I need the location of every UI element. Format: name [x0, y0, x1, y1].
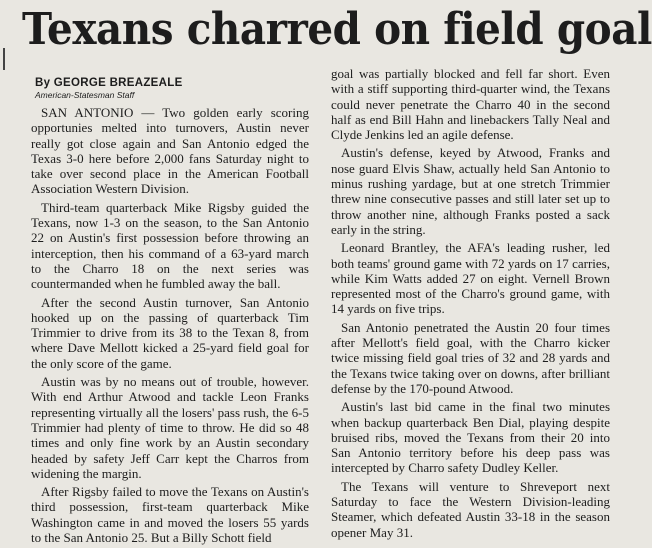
headline: Texans charred on field goal: [22, 4, 652, 55]
paragraph: Third-team quarterback Mike Rigsby guided the Texans, now 1-3 on the season, to the San Antonio 22 on Austin's first possession before throwing an interception, then his command of a 63-yard march to the Charro 18 on the next series was countermanded when he fumbled away the ball.: [31, 199, 309, 292]
byline: By GEORGE BREAZEALE: [35, 77, 183, 89]
paragraph: After the second Austin turnover, San Antonio hooked up on the passing of quarterback Tim Trimmier to drive from its 38 to the Texan 8, from where Dave Mellott kicked a 25-yard field goal for the only score of the game.: [31, 294, 309, 371]
paragraph: San Antonio penetrated the Austin 20 four times after Mellott's field goal, with the Charro kicker twice missing field goal tries of 32 and 28 yards and the Texans twice taking over on downs, after brilliant defense by the 170-pound Atwood.: [331, 319, 610, 396]
article-column-right: [331, 66, 610, 543]
paragraph: SAN ANTONIO — Two golden early scoring opportunies melted into turnovers, Austin never really got close again and San Antonio edged the Texas 3-0 here before 2,000 fans Saturday night to take over second place in the American Football Association Western Division.: [31, 105, 309, 197]
article-column-left: [31, 70, 309, 548]
paragraph: Austin was by no means out of trouble, however. With end Arthur Atwood and tackle Leon Franks representing virtually all the losers' pass rush, the 6-5 Trimmier had plenty of time to throw. He did so 48 times and only fine work by an Austin secondary headed by safety Jeff Carr kept the Charros from widening the margin.: [31, 374, 309, 481]
paragraph: Austin's last bid came in the final two minutes when backup quarterback Ben Dial, playing despite bruised ribs, moved the Texans from their 20 into San Antonio territory before his deep pass was intercepted by Charro safety Dudley Keller.: [331, 399, 610, 476]
paragraph: Leonard Brantley, the AFA's leading rusher, led both teams' ground game with 72 yards on 17 carries, while Kim Watts added 27 on eight. Vernell Brown represented most of the Charro's ground game, with 14 yards on five trips.: [331, 240, 610, 317]
paragraph: After Rigsby failed to move the Texans on Austin's third possession, first-team quarterback Mike Washington came in and moved the losers 55 yards to the San Antonio 25. But a Billy Schott field: [31, 484, 309, 546]
column-rule: [3, 48, 5, 70]
paragraph: The Texans will venture to Shreveport next Saturday to face the Western Division-leading Steamer, which defeated Austin 33-18 in the season opener May 31.: [331, 478, 610, 540]
paragraph: goal was partially blocked and fell far short. Even with a stiff supporting third-quarter wind, the Texans could never penetrate the Charro 40 in the second half as end Bill Hahn and linebackers Tally Neal and Clyde Jenkins led an agile defense.: [331, 66, 610, 143]
byline-credit: American-Statesman Staff: [35, 90, 135, 100]
paragraph: Austin's defense, keyed by Atwood, Franks and nose guard Elvis Shaw, actually held San Antonio to minus rushing yardage, but at one stretch Trimmier threw nine consecutive passes and still later set up to throw another nine, although Franks posted a sack early in the string.: [331, 145, 610, 237]
